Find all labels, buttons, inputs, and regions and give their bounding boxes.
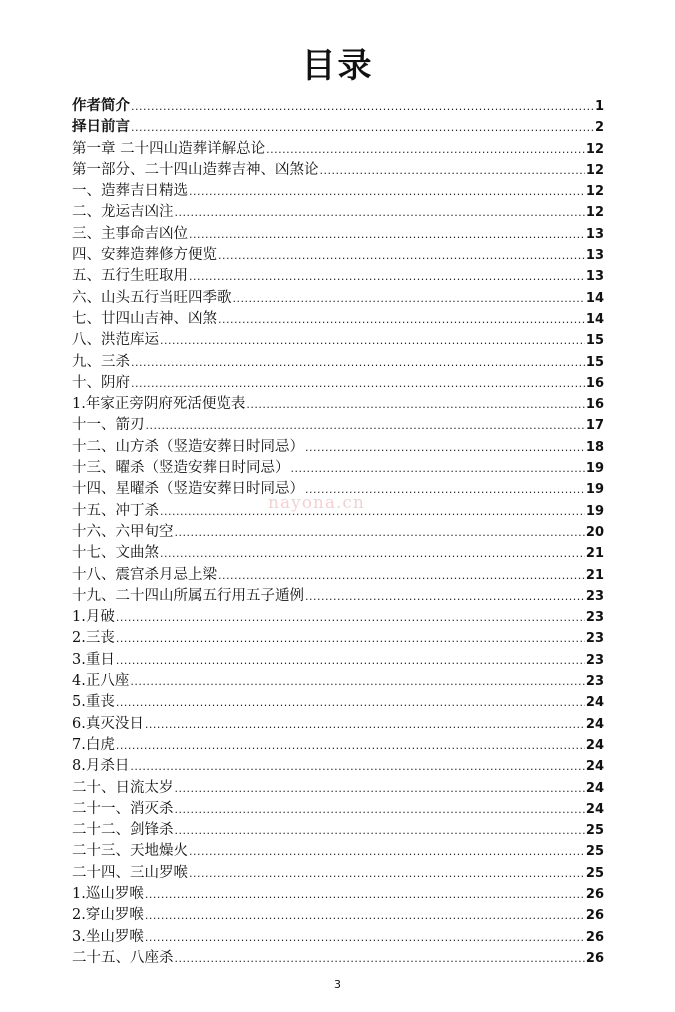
dot-leader — [175, 206, 585, 219]
dot-leader — [131, 121, 594, 134]
toc-entry-label: 5.重丧 — [72, 694, 115, 711]
toc-entry-label: 1.月破 — [72, 609, 115, 626]
toc-entry-label: 3.坐山罗喉 — [72, 928, 144, 945]
toc-entry[interactable] — [72, 925, 604, 946]
dot-leader — [175, 782, 585, 795]
toc-entry-page: 24 — [585, 716, 604, 732]
toc-entry[interactable] — [72, 861, 604, 882]
toc-entry[interactable] — [72, 307, 604, 328]
toc-entry[interactable] — [72, 264, 604, 285]
toc-entry-page: 23 — [585, 631, 604, 647]
toc-entry-label: 十七、文曲煞 — [72, 545, 159, 562]
toc-entry-page: 25 — [585, 823, 604, 839]
dot-leader — [160, 547, 585, 560]
toc-entry[interactable] — [72, 839, 604, 860]
toc-entry-label: 三、主事命吉凶位 — [72, 225, 188, 242]
toc-entry[interactable] — [72, 200, 604, 221]
toc-entry-page: 15 — [585, 354, 604, 370]
dot-leader — [246, 398, 585, 411]
dot-leader — [145, 718, 585, 731]
toc-entry[interactable] — [72, 371, 604, 392]
watermark: nayona.cn — [268, 493, 365, 513]
toc-entry[interactable] — [72, 413, 604, 434]
toc-entry-label: 十八、震宫杀月忌上梁 — [72, 566, 217, 583]
toc-entry-label: 十三、曜杀（竖造安葬日时同忌） — [72, 460, 290, 477]
toc-entry-label: 第一部分、二十四山造葬吉神、凶煞论 — [72, 161, 319, 178]
toc-entry-label: 六、山头五行当旺四季歌 — [72, 289, 232, 306]
toc-entry[interactable] — [72, 137, 604, 158]
toc-entry-page: 19 — [585, 482, 604, 498]
toc-entry-page: 19 — [585, 503, 604, 519]
toc-entry-label: 作者简介 — [72, 98, 130, 114]
toc-entry-page: 20 — [585, 524, 604, 540]
toc-entry-page: 21 — [585, 567, 604, 583]
toc-entry-page: 12 — [585, 184, 604, 200]
dot-leader — [116, 611, 585, 624]
toc-entry-label: 十四、星曜杀（竖造安葬日时同忌） — [72, 481, 304, 498]
dot-leader — [175, 824, 585, 837]
toc-entry[interactable] — [72, 669, 604, 690]
dot-leader — [145, 931, 585, 944]
toc-entry-label: 一、造葬吉日精选 — [72, 183, 188, 200]
toc-entry-label: 1.巡山罗喉 — [72, 885, 144, 902]
toc-entry-page: 14 — [585, 311, 604, 327]
toc-entry-page: 21 — [585, 546, 604, 562]
dot-leader — [145, 909, 585, 922]
toc-entry-label: 十六、六甲旬空 — [72, 523, 174, 540]
dot-leader — [131, 100, 594, 113]
toc-entry-label: 四、安葬造葬修方便览 — [72, 247, 217, 264]
toc-entry-page: 24 — [585, 780, 604, 796]
toc-entry[interactable] — [72, 584, 604, 605]
toc-entry-page: 24 — [585, 759, 604, 775]
dot-leader — [130, 760, 585, 773]
dot-leader — [189, 867, 585, 880]
toc-entry[interactable] — [72, 222, 604, 243]
toc-entry-label: 2.三丧 — [72, 630, 115, 647]
toc-entry-label: 十一、箭刃 — [72, 417, 145, 434]
dot-leader — [146, 419, 585, 432]
toc-entry-label: 1.年家正旁阴府死活便览表 — [72, 396, 246, 413]
table-of-contents — [72, 94, 604, 967]
dot-leader — [160, 505, 585, 518]
toc-entry-page: 23 — [585, 652, 604, 668]
toc-entry[interactable] — [72, 520, 604, 541]
dot-leader — [131, 356, 585, 369]
toc-entry-label: 第一章 二十四山造葬详解总论 — [72, 140, 266, 157]
toc-entry-page: 26 — [585, 929, 604, 945]
toc-entry-label: 7.白虎 — [72, 736, 115, 753]
toc-entry[interactable] — [72, 733, 604, 754]
toc-entry-label: 2.穿山罗喉 — [72, 907, 144, 924]
toc-entry-label: 八、洪范库运 — [72, 332, 159, 349]
dot-leader — [116, 739, 585, 752]
toc-entry[interactable] — [72, 456, 604, 477]
toc-entry[interactable] — [72, 541, 604, 562]
toc-entry-page: 23 — [585, 610, 604, 626]
dot-leader — [233, 292, 585, 305]
dot-leader — [130, 675, 585, 688]
toc-entry-page: 1 — [594, 99, 604, 114]
dot-leader — [305, 590, 585, 603]
dot-leader — [189, 270, 585, 283]
dot-leader — [175, 526, 585, 539]
dot-leader — [116, 654, 585, 667]
toc-entry-page: 24 — [585, 801, 604, 817]
toc-entry-page: 12 — [585, 162, 604, 178]
toc-entry-page: 24 — [585, 695, 604, 711]
toc-entry-label: 十九、二十四山所属五行用五子遁例 — [72, 587, 304, 604]
toc-entry[interactable] — [72, 690, 604, 711]
toc-entry[interactable] — [72, 115, 604, 136]
toc-entry[interactable] — [72, 882, 604, 903]
toc-entry-page: 23 — [585, 588, 604, 604]
dot-leader — [218, 569, 585, 582]
dot-leader — [291, 462, 585, 475]
toc-entry-label: 五、五行生旺取用 — [72, 268, 188, 285]
toc-entry-label: 二十三、天地燥火 — [72, 843, 188, 860]
toc-entry-label: 8.月杀日 — [72, 758, 130, 775]
toc-entry-page: 19 — [585, 461, 604, 477]
toc-entry[interactable] — [72, 286, 604, 307]
dot-leader — [131, 377, 585, 390]
toc-entry[interactable] — [72, 626, 604, 647]
toc-entry-page: 15 — [585, 333, 604, 349]
toc-entry[interactable] — [72, 243, 604, 264]
toc-entry-page: 13 — [585, 269, 604, 285]
dot-leader — [145, 888, 585, 901]
toc-entry-label: 二十二、剑锋杀 — [72, 822, 174, 839]
toc-entry-label: 二十四、三山罗喉 — [72, 864, 188, 881]
toc-entry-page: 26 — [585, 950, 604, 966]
toc-entry-page: 26 — [585, 908, 604, 924]
toc-entry-page: 23 — [585, 674, 604, 690]
toc-entry[interactable] — [72, 648, 604, 669]
toc-entry-page: 18 — [585, 439, 604, 455]
toc-entry[interactable] — [72, 350, 604, 371]
dot-leader — [116, 632, 585, 645]
toc-entry-label: 二、龙运吉凶注 — [72, 204, 174, 221]
toc-entry-page: 13 — [585, 248, 604, 264]
dot-leader — [160, 334, 585, 347]
toc-entry-page: 12 — [585, 205, 604, 221]
toc-entry-page: 17 — [585, 418, 604, 434]
toc-entry[interactable] — [72, 179, 604, 200]
dot-leader — [320, 164, 585, 177]
dot-leader — [175, 803, 585, 816]
dot-leader — [116, 696, 585, 709]
toc-entry[interactable] — [72, 94, 604, 115]
toc-entry-label: 二十、日流太岁 — [72, 779, 174, 796]
toc-entry-page: 26 — [585, 886, 604, 902]
toc-entry-page: 13 — [585, 226, 604, 242]
toc-entry-page: 16 — [585, 375, 604, 391]
toc-entry-label: 3.重日 — [72, 651, 115, 668]
toc-entry[interactable] — [72, 818, 604, 839]
toc-entry[interactable] — [72, 754, 604, 775]
toc-entry-label: 十五、冲丁杀 — [72, 502, 159, 519]
toc-entry-page: 16 — [585, 397, 604, 413]
toc-entry-page: 2 — [594, 120, 604, 136]
toc-entry-label: 九、三杀 — [72, 353, 130, 370]
toc-entry[interactable] — [72, 328, 604, 349]
dot-leader — [175, 952, 585, 965]
dot-leader — [305, 441, 585, 454]
toc-entry-page: 14 — [585, 290, 604, 306]
dot-leader — [189, 185, 585, 198]
toc-entry[interactable] — [72, 946, 604, 967]
toc-entry-label: 6.真灭没日 — [72, 715, 144, 732]
toc-entry-page: 25 — [585, 865, 604, 881]
toc-entry-label: 二十一、消灭杀 — [72, 800, 174, 817]
toc-entry[interactable] — [72, 903, 604, 924]
toc-entry-label: 十、阴府 — [72, 374, 130, 391]
toc-entry-page: 12 — [585, 141, 604, 157]
toc-entry[interactable] — [72, 605, 604, 626]
toc-entry[interactable] — [72, 797, 604, 818]
dot-leader — [218, 249, 585, 262]
toc-entry-page: 25 — [585, 844, 604, 860]
toc-entry[interactable] — [72, 435, 604, 456]
toc-entry[interactable] — [72, 776, 604, 797]
dot-leader — [189, 845, 585, 858]
page-title: 目录 — [301, 46, 374, 86]
toc-entry[interactable] — [72, 158, 604, 179]
toc-entry-label: 十二、山方杀（竖造安葬日时同忌） — [72, 438, 304, 455]
toc-entry-label: 择日前言 — [72, 119, 130, 136]
toc-entry[interactable] — [72, 563, 604, 584]
toc-entry-label: 二十五、八座杀 — [72, 949, 174, 966]
dot-leader — [189, 228, 585, 241]
toc-entry[interactable] — [72, 712, 604, 733]
dot-leader — [218, 313, 585, 326]
toc-entry[interactable] — [72, 392, 604, 413]
toc-entry-label: 七、廿四山吉神、凶煞 — [72, 310, 217, 327]
page-number: 3 — [334, 978, 341, 991]
toc-entry-page: 24 — [585, 737, 604, 753]
dot-leader — [266, 143, 585, 156]
toc-entry-label: 4.正八座 — [72, 673, 130, 690]
